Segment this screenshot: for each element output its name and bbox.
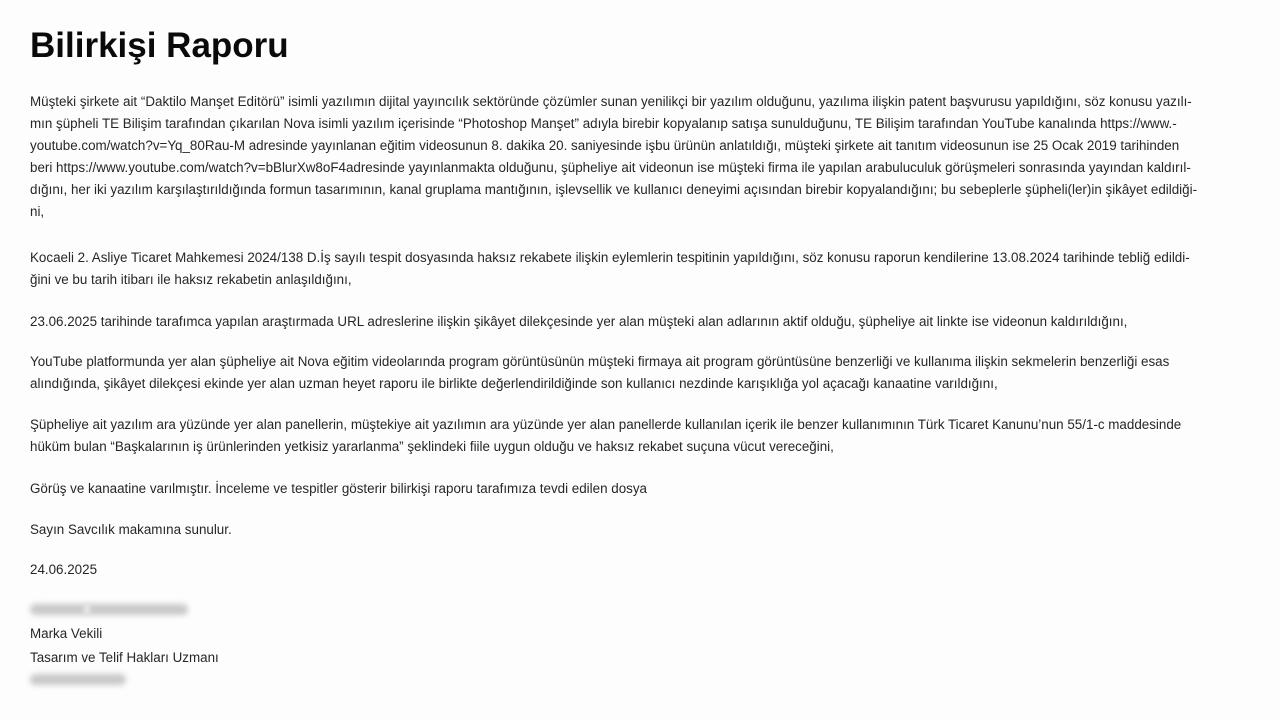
document-date bbox=[30, 559, 1260, 581]
text-line: ni, bbox=[30, 204, 45, 219]
redacted-name-gap bbox=[84, 604, 90, 615]
signature-title: Tasarım ve Telif Hakları Uzmanı bbox=[30, 650, 219, 665]
paragraph-research bbox=[30, 311, 1260, 333]
text-line: alındığında, şikâyet dilekçesi ekinde yer alan uzman heyet raporu ile birlikte değerlendirildiğinde son kullanıcı nezdinde karışıklığa yol açacağı kanaatine varıldığını, bbox=[30, 376, 998, 391]
paragraph-complaint bbox=[30, 91, 1260, 223]
text-line: Şüpheliye ait yazılım ara yüzünde yer alan panellerin, müştekiye ait yazılımın ara yüzünde yer alan panellerde kullanılan içerik ile benzer kullanımının Türk Ticaret Kanunu’nun 55/1-c maddesinde bbox=[30, 417, 1182, 432]
paragraph-submission bbox=[30, 519, 1260, 541]
text-line: dığını, her iki yazılım karşılaştırıldığında formun tasarımının, kanal gruplama mantığının, işlevsellik ve kullanıcı deneyimi açısından birebir kopyalandığını; bu sebeplerle şüpheli(ler)in şikâyet edildiği- bbox=[30, 182, 1198, 197]
text-line: mın şüpheli TE Bilişim tarafından çıkarılan Nova isimli yazılım içerisinde “Photoshop Manşet” adıyla birebir kopyalanıp satışa sunulduğunu, TE Bilişim tarafından YouTube kanalında https://www.- bbox=[30, 116, 1177, 131]
text-line: Görüş ve kanaatine varılmıştır. İnceleme ve tespitler gösterir bilirkişi raporu tarafımıza tevdi edilen dosya bbox=[30, 481, 647, 496]
text-line: YouTube platformunda yer alan şüpheliye ait Nova eğitim videolarında program görüntüsünün müşteki firmaya ait program görüntüsüne benzerliği ve kullanıma ilişkin sekmelerin benzerliği esas bbox=[30, 354, 1170, 369]
text-line: 23.06.2025 tarihinde tarafımca yapılan araştırmada URL adreslerine ilişkin şikâyet dilekçesinde yer alan müşteki alan adlarının aktif olduğu, şüpheliye ait linkte ise videonun kaldırıldığını, bbox=[30, 314, 1128, 329]
text-line: hüküm bulan “Başkalarının iş ürünlerinden yetkisiz yararlanma” şeklindeki fiile uygun olduğu ve haksız rekabet suçuna vücut vereceğini, bbox=[30, 439, 834, 454]
redacted-info bbox=[30, 674, 126, 685]
text-line: beri https://www.youtube.com/watch?v=bBlurXw8oF4adresinde yayınlanmakta olduğunu, şüpheliye ait videonun ise müşteki firma ile yapılan arabuluculuk görüşmeleri sonrasında yayından kaldırıl- bbox=[30, 160, 1191, 175]
text-line: Kocaeli 2. Asliye Ticaret Mahkemesi 2024/138 D.İş sayılı tespit dosyasında haksız rekabete ilişkin eylemlerin tespitinin yapıldığını, söz konusu raporun kendilerine 13.08.2024 tarihinde tebliğ edildi- bbox=[30, 250, 1190, 265]
paragraph-conclusion bbox=[30, 478, 1260, 500]
paragraph-court-file bbox=[30, 247, 1260, 291]
text-line: youtube.com/watch?v=Yq_80Rau-M adresinde yayınlanan eğitim videosunun 8. dakika 20. saniyesinde işbu ürünün anlatıldığı, müşteki şirkete ait tanıtım videosunun ise 25 Ocak 2019 tarihinden bbox=[30, 138, 1180, 153]
text-line: Müşteki şirkete ait “Daktilo Manşet Editörü” isimli yazılımın dijital yayıncılık sektöründe çözümler sunan yenilikçi bir yazılım olduğunu, yazılıma ilişkin patent başvurusu yapıldığını, söz konusu yazılı- bbox=[30, 94, 1192, 109]
paragraph-law bbox=[30, 414, 1260, 458]
date-text: 24.06.2025 bbox=[30, 562, 98, 577]
signature-role: Marka Vekili bbox=[30, 626, 103, 641]
redacted-name bbox=[30, 604, 188, 615]
text-line: ğini ve bu tarih itibarı ile haksız rekabetin anlaşıldığını, bbox=[30, 272, 352, 287]
page-title: Bilirkişi Raporu bbox=[30, 26, 289, 65]
paragraph-youtube bbox=[30, 351, 1260, 395]
text-line: Sayın Savcılık makamına sunulur. bbox=[30, 522, 232, 537]
